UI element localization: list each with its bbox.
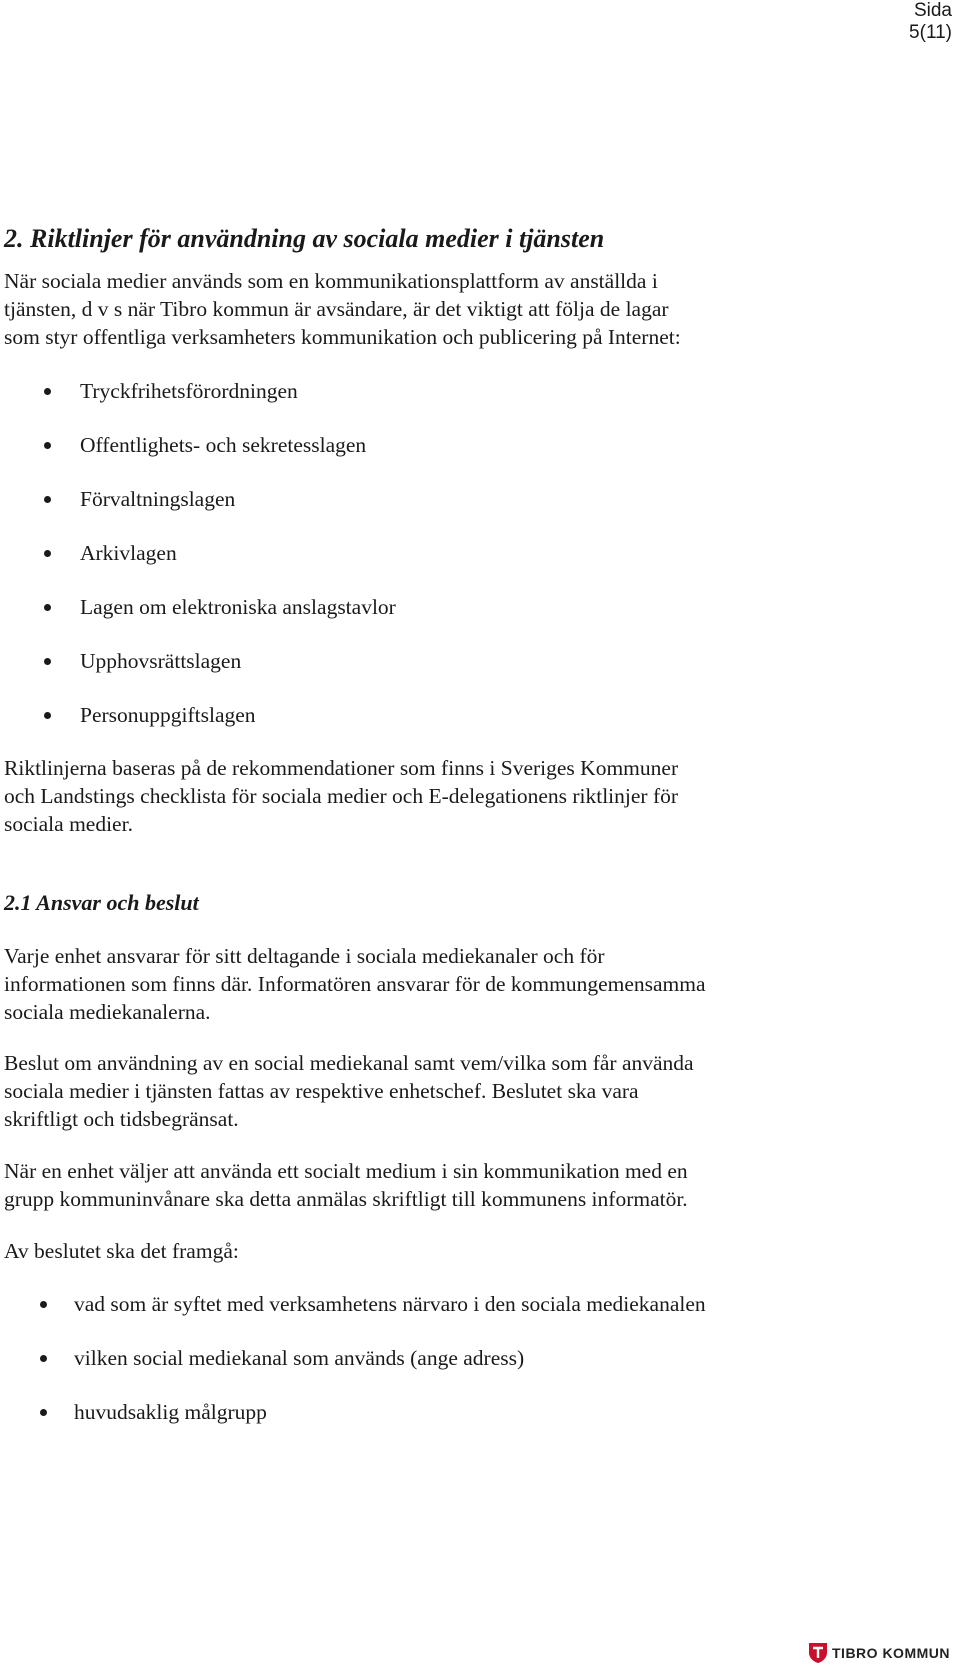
bullet-icon: [44, 658, 51, 665]
subsection-title: 2.1 Ansvar och beslut: [4, 890, 199, 915]
intro-line: tjänsten, d v s när Tibro kommun är avsändare, är det viktigt att följa de lagar: [4, 297, 669, 321]
bullet-icon: [44, 388, 51, 395]
intro-paragraph: [4, 267, 884, 351]
basis-line: sociala medier.: [4, 812, 133, 836]
basis-line: och Landstings checklista för sociala medier och E-delegationens riktlinjer för: [4, 784, 679, 808]
intro-line: som styr offentliga verksamheters kommunikation och publicering på Internet:: [4, 325, 681, 349]
paragraph-line: sociala mediekanalerna.: [4, 1000, 211, 1024]
page-label: Sida: [913, 0, 952, 21]
bullet-icon: [44, 604, 51, 611]
requirements-intro: Av beslutet ska det framgå:: [4, 1239, 239, 1263]
logo-text: TIBRO KOMMUN: [832, 1645, 950, 1661]
page-count: 5(11): [909, 22, 952, 43]
paragraph-line: sociala medier i tjänsten fattas av respektive enhetschef. Beslutet ska vara: [4, 1079, 639, 1103]
bullet-icon: [40, 1409, 47, 1416]
responsibility-paragraph: [4, 942, 884, 1026]
intro-line: När sociala medier används som en kommunikationsplattform av anställda i: [4, 269, 658, 293]
bullet-icon: [44, 712, 51, 719]
paragraph-line: Varje enhet ansvarar för sitt deltagande i sociala mediekanaler och för: [4, 944, 605, 968]
municipality-logo: [808, 1642, 950, 1664]
bullet-icon: [44, 442, 51, 449]
paragraph-line: När en enhet väljer att använda ett socialt medium i sin kommunikation med en: [4, 1159, 688, 1183]
basis-line: Riktlinjerna baseras på de rekommendationer som finns i Sveriges Kommuner: [4, 756, 679, 780]
page-number: [909, 0, 952, 44]
notification-paragraph: [4, 1157, 884, 1213]
paragraph-line: informationen som finns där. Informatören ansvarar för de kommungemensamma: [4, 972, 706, 996]
bullet-icon: [44, 496, 51, 503]
paragraph-line: Beslut om användning av en social mediekanal samt vem/vilka som får använda: [4, 1051, 694, 1075]
decision-paragraph: [4, 1049, 884, 1133]
basis-paragraph: [4, 754, 884, 838]
paragraph-line: skriftligt och tidsbegränsat.: [4, 1107, 239, 1131]
paragraph-line: grupp kommuninvånare ska detta anmälas skriftligt till kommunens informatör.: [4, 1187, 688, 1211]
bullet-icon: [40, 1301, 47, 1308]
bullet-icon: [44, 550, 51, 557]
bullet-icon: [40, 1355, 47, 1362]
section-title: 2. Riktlinjer för användning av sociala medier i tjänsten: [4, 224, 605, 253]
shield-icon: [808, 1642, 828, 1664]
